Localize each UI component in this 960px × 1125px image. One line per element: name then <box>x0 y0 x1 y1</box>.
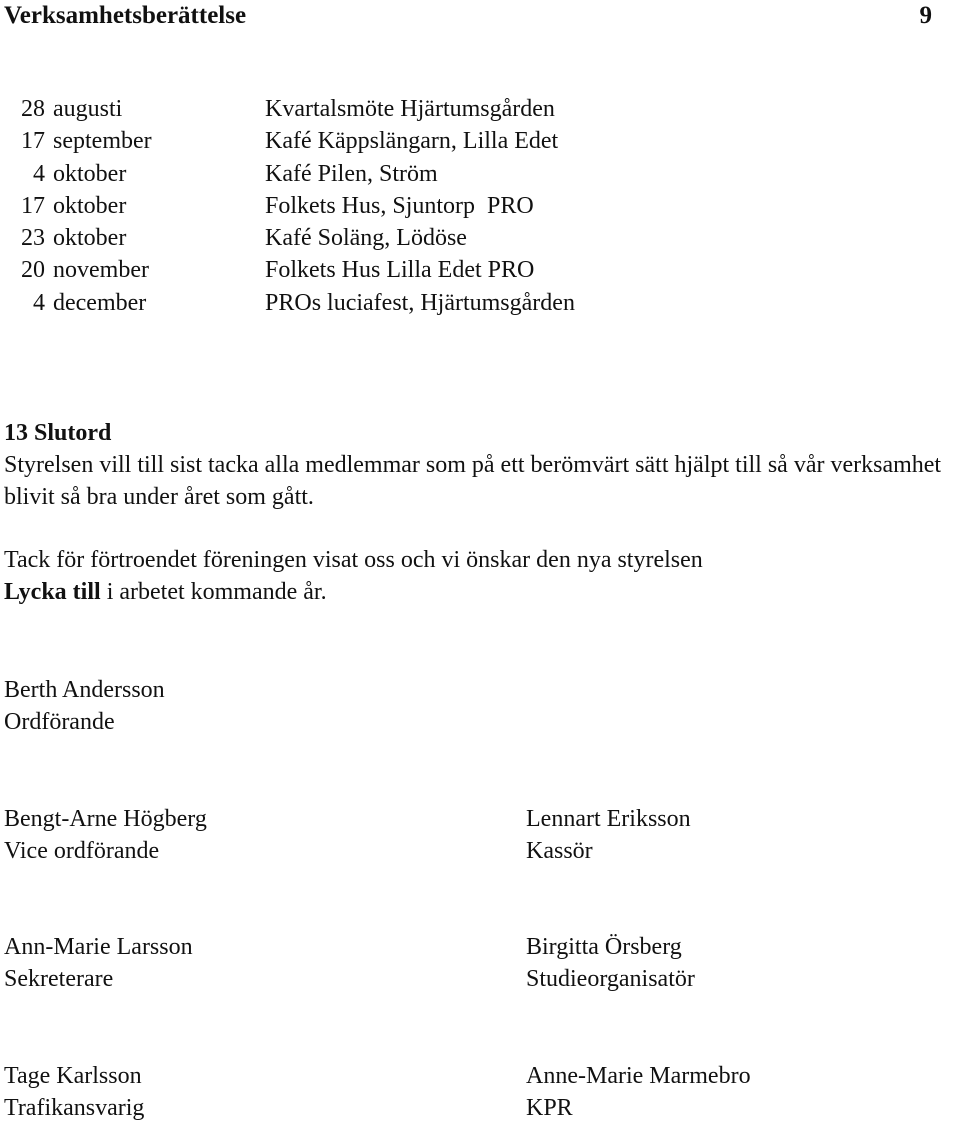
schedule-event: PROs luciafest, Hjärtumsgården <box>265 289 575 316</box>
schedule-day: 23 <box>21 225 45 252</box>
signatory-name: Lennart Eriksson <box>526 806 691 832</box>
farewell-line-2 <box>4 576 960 608</box>
schedule-event: Folkets Hus, Sjuntorp PRO <box>265 192 534 219</box>
thanks-paragraph: Styrelsen vill till sist tacka alla medlemmar som på ett berömvärt sätt hjälpt till så vår verksamhet blivit så bra under året som gått. <box>4 452 942 510</box>
schedule-event: Kafé Soläng, Lödöse <box>265 225 467 252</box>
schedule-event: Folkets Hus Lilla Edet PRO <box>265 257 535 284</box>
schedule-month: oktober <box>53 160 127 187</box>
farewell-rest: i arbetet kommande år. <box>100 579 327 605</box>
signatory-traffic <box>4 1060 144 1124</box>
signatory-role: Trafikansvarig <box>4 1095 145 1121</box>
signatory-role: Sekreterare <box>4 966 114 992</box>
signatory-name: Anne-Marie Marmebro <box>526 1063 751 1089</box>
signatory-kpr <box>526 1060 751 1124</box>
schedule-day: 4 <box>33 160 45 187</box>
signatory-secretary <box>4 931 193 995</box>
signatory-name: Bengt-Arne Högberg <box>4 806 207 832</box>
signatory-chair <box>4 674 165 738</box>
page-number: 9 <box>919 2 932 29</box>
schedule-day: 17 <box>21 128 45 155</box>
schedule-month: oktober <box>53 225 127 252</box>
page-header <box>4 0 932 32</box>
schedule-month: augusti <box>53 96 123 122</box>
schedule-month: september <box>53 128 152 155</box>
signatory-name: Tage Karlsson <box>4 1063 142 1089</box>
schedule-month: oktober <box>53 192 127 219</box>
schedule-day: 4 <box>33 289 45 316</box>
schedule-day: 28 <box>21 96 45 122</box>
signatory-name: Berth Andersson <box>4 677 165 703</box>
signatory-name: Birgitta Örsberg <box>526 934 682 960</box>
signatory-role: KPR <box>526 1095 573 1121</box>
good-luck-text: Lycka till <box>4 579 101 605</box>
signatory-study-organizer <box>526 931 695 995</box>
section-heading: 13 Slutord <box>4 420 112 446</box>
schedule-month: november <box>53 257 149 284</box>
closing-section <box>4 417 960 608</box>
signatory-role: Vice ordförande <box>4 838 160 864</box>
signatory-vice-chair <box>4 803 207 867</box>
schedule-month: december <box>53 289 147 316</box>
signatory-role: Kassör <box>526 838 593 864</box>
farewell-line: Tack för förtroendet föreningen visat oss och vi önskar den nya styrelsen <box>4 547 703 573</box>
schedule-day: 17 <box>21 192 45 219</box>
signatory-treasurer <box>526 803 691 867</box>
schedule-event: Kafé Käppslängarn, Lilla Edet <box>265 128 559 155</box>
signatory-role: Studieorganisatör <box>526 966 695 992</box>
signatory-role: Ordförande <box>4 709 115 735</box>
schedule-day: 20 <box>21 257 45 284</box>
document-title: Verksamhetsberättelse <box>4 2 247 29</box>
schedule-event: Kvartalsmöte Hjärtumsgården <box>265 96 555 122</box>
schedule-event: Kafé Pilen, Ström <box>265 160 438 187</box>
signatory-name: Ann-Marie Larsson <box>4 934 193 960</box>
